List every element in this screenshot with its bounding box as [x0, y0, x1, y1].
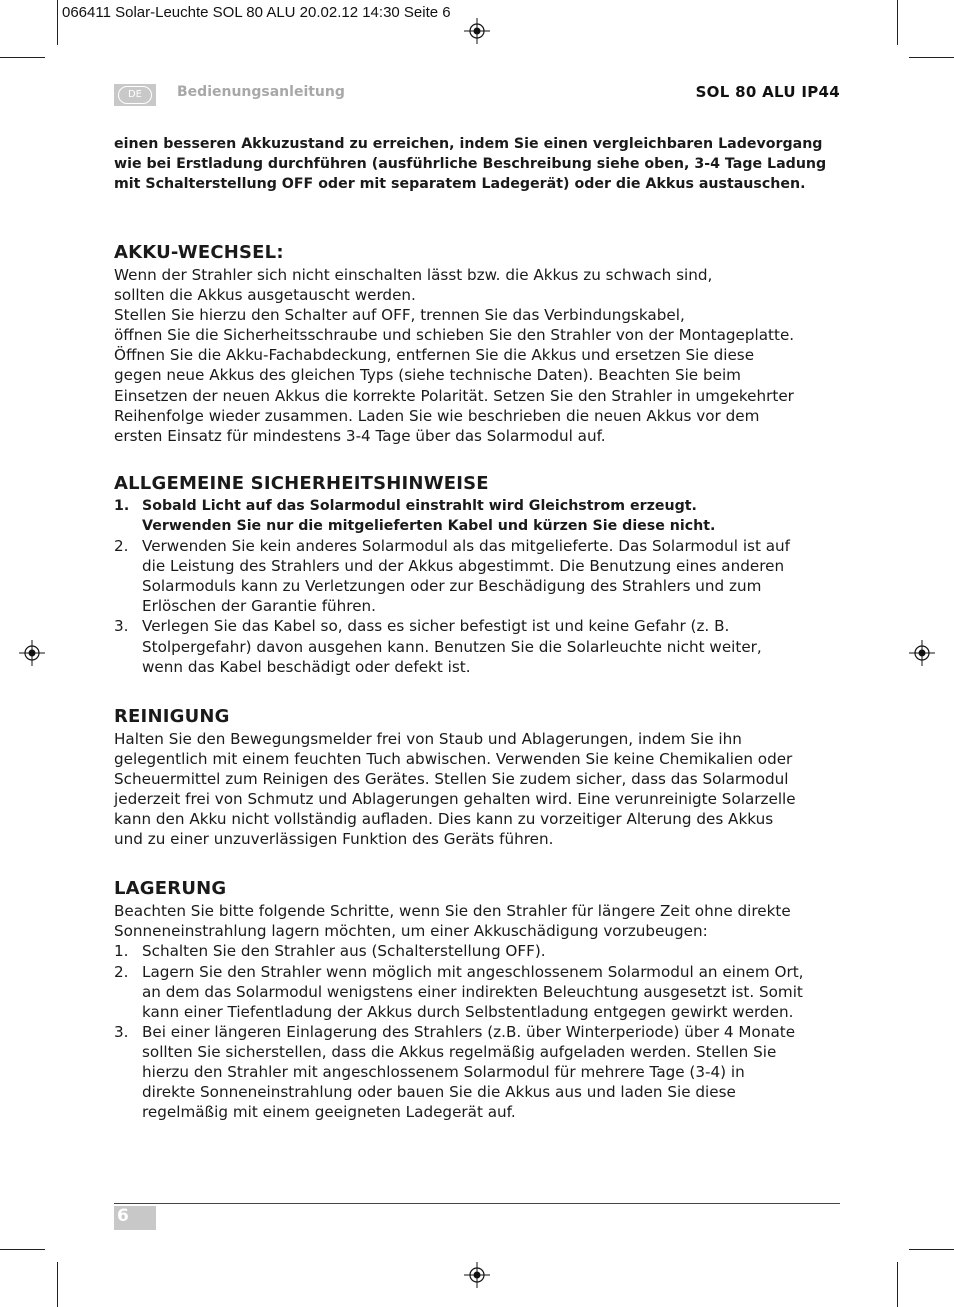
text-line: Sonneneinstrahlung lagern möchten, um einer Akkuschädigung vorzubeugen: [114, 922, 708, 941]
text-line: Bei einer längeren Einlagerung des Strahlers (z.B. über Winterperiode) über 4 Monate [142, 1022, 796, 1041]
text-line: wie bei Erstladung durchführen (ausführliche Beschreibung siehe oben, 3-4 Tage Ladung [114, 156, 827, 172]
list-number: 3. [114, 617, 129, 636]
text-line: kann einer Tiefentladung der Akkus durch Selbstentladung entgegen gewirkt werden. [142, 1002, 794, 1021]
section-heading: ALLGEMEINE SICHERHEITSHINWEISE [114, 472, 489, 494]
crop-mark [0, 57, 45, 58]
text-line: Verlegen Sie das Kabel so, dass es sicher befestigt ist und keine Gefahr (z. B. [142, 617, 730, 636]
registration-mark-icon [464, 18, 490, 44]
text-line: kann den Akku nicht vollständig aufladen. Dies kann zu vorzeitiger Alterung des Akkus [114, 810, 774, 829]
list-item [114, 616, 842, 676]
list-item [114, 941, 842, 961]
crop-mark [57, 1262, 58, 1307]
crop-mark [909, 1249, 954, 1250]
list-number: 3. [114, 1022, 129, 1041]
text-line: Beachten Sie bitte folgende Schritte, wenn Sie den Strahler für längere Zeit ohne direkte [114, 902, 791, 921]
crop-mark [897, 1262, 898, 1307]
crop-mark [0, 1249, 45, 1250]
section-akku-wechsel [114, 241, 842, 446]
text-line: Stellen Sie hierzu den Schalter auf OFF, trennen Sie das Verbindungskabel, [114, 306, 685, 325]
section-safety [114, 472, 842, 677]
list-number: 1. [114, 497, 130, 514]
text-line: Lagern Sie den Strahler wenn möglich mit angeschlossenem Solarmodul an einem Ort, [142, 962, 804, 981]
list-item [114, 536, 842, 616]
text-line: Wenn der Strahler sich nicht einschalten lässt bzw. die Akkus zu schwach sind, [114, 266, 713, 284]
text-line: Stolpergefahr) davon ausgehen kann. Benutzen Sie die Solarleuchte nicht weiter, [142, 637, 762, 656]
text-line: gegen neue Akkus des gleichen Typs (siehe technische Daten). Beachten Sie beim [114, 366, 741, 385]
registration-mark-icon [464, 1262, 490, 1288]
registration-mark-icon [909, 640, 935, 666]
list-item [114, 962, 842, 1022]
list-item [114, 1022, 842, 1122]
text-line: Reihenfolge wieder zusammen. Laden Sie wie beschrieben die neuen Akkus vor dem [114, 406, 760, 425]
crop-mark [57, 0, 58, 45]
section-heading: AKKU-WECHSEL: [114, 242, 284, 263]
text-line: regelmäßig mit einem geeigneten Ladegerät auf. [142, 1103, 516, 1122]
text-line: Verwenden Sie kein anderes Solarmodul als das mitgelieferte. Das Solarmodul ist auf [142, 537, 791, 556]
text-line: mit Schalterstellung OFF oder mit separatem Ladegerät) oder die Akkus austauschen. [114, 176, 806, 192]
list-number: 1. [114, 942, 129, 961]
text-line: hierzu den Strahler mit angeschlossenem Solarmodul für mehrere Tage (3-4) in [142, 1063, 745, 1081]
crop-mark [909, 57, 954, 58]
text-line: Verwenden Sie nur die mitgelieferten Kabel und kürzen Sie diese nicht. [142, 517, 716, 534]
text-line: an dem das Solarmodul wenigstens einer indirekten Beleuchtung ausgesetzt ist. Somit [142, 982, 803, 1001]
page-number: 6 [117, 1206, 129, 1226]
section-reinigung [114, 705, 842, 850]
text-line: wenn das Kabel beschädigt oder defekt ist. [142, 657, 471, 676]
text-line: Schalten Sie den Strahler aus (Schalterstellung OFF). [142, 942, 546, 961]
intro-paragraph [114, 134, 842, 194]
text-line: jederzeit frei von Schmutz und Ablagerungen gehalten wird. Eine verunreinigte Solarzelle [114, 789, 796, 808]
text-line: Scheuermittel zum Reinigen des Gerätes. Stellen Sie zudem sicher, dass das Solarmodul [114, 769, 789, 788]
text-line: Einsetzen der neuen Akkus die korrekte Polarität. Setzen Sie den Strahler in umgekehrter [114, 386, 794, 405]
section-heading: REINIGUNG [114, 705, 230, 727]
language-badge [114, 84, 156, 106]
text-line: direkte Sonneneinstrahlung oder bauen Sie die Akkus aus und laden Sie diese [142, 1083, 736, 1102]
registration-mark-icon [19, 640, 45, 666]
section-body [114, 265, 842, 446]
section-body [114, 729, 842, 850]
text-line: ersten Einsatz für mindestens 3-4 Tage über das Solarmodul auf. [114, 426, 606, 445]
text-line: einen besseren Akkuzustand zu erreichen, indem Sie einen vergleichbaren Ladevorgang [114, 136, 823, 152]
text-line: Sobald Licht auf das Solarmodul einstrahlt wird Gleichstrom erzeugt. [142, 497, 697, 514]
section-heading: LAGERUNG [114, 878, 227, 900]
text-line: und zu einer unzuverlässigen Funktion des Geräts führen. [114, 830, 554, 849]
text-line: sollten die Akkus ausgetauscht werden. [114, 286, 416, 305]
text-line: Öffnen Sie die Akku-Fachabdeckung, entfernen Sie die Akkus und ersetzen Sie diese [114, 346, 755, 365]
crop-mark [897, 0, 898, 45]
header-title: Bedienungsanleitung [177, 84, 345, 100]
page-content [114, 134, 842, 1122]
text-line: die Leistung des Strahlers und der Akkus abgestimmt. Die Benutzung eines anderen [142, 557, 785, 576]
footer-rule [114, 1203, 840, 1204]
language-badge-label: DE [118, 86, 152, 104]
safety-list [114, 496, 842, 677]
section-lagerung [114, 877, 842, 1122]
list-number: 2. [114, 962, 129, 981]
print-slug: 066411 Solar-Leuchte SOL 80 ALU 20.02.12 14:30 Seite 6 [62, 4, 451, 21]
text-line: Erlöschen der Garantie führen. [142, 597, 376, 616]
text-line: gelegentlich mit einem feuchten Tuch abwischen. Verwenden Sie keine Chemikalien oder [114, 749, 793, 768]
text-line: Solarmoduls kann zu Verletzungen oder zur Beschädigung des Strahlers und zum [142, 577, 762, 596]
text-line: sollten Sie sicherstellen, dass die Akkus regelmäßig aufgeladen werden. Stellen Sie [142, 1042, 777, 1061]
list-item [114, 496, 842, 536]
list-number: 2. [114, 537, 129, 556]
storage-list [114, 941, 842, 1122]
header-model: SOL 80 ALU IP44 [695, 83, 840, 101]
section-body [114, 901, 842, 941]
text-line: öffnen Sie die Sicherheitsschraube und schieben Sie den Strahler von der Montageplatte. [114, 326, 795, 345]
text-line: Halten Sie den Bewegungsmelder frei von Staub und Ablagerungen, indem Sie ihn [114, 729, 742, 748]
